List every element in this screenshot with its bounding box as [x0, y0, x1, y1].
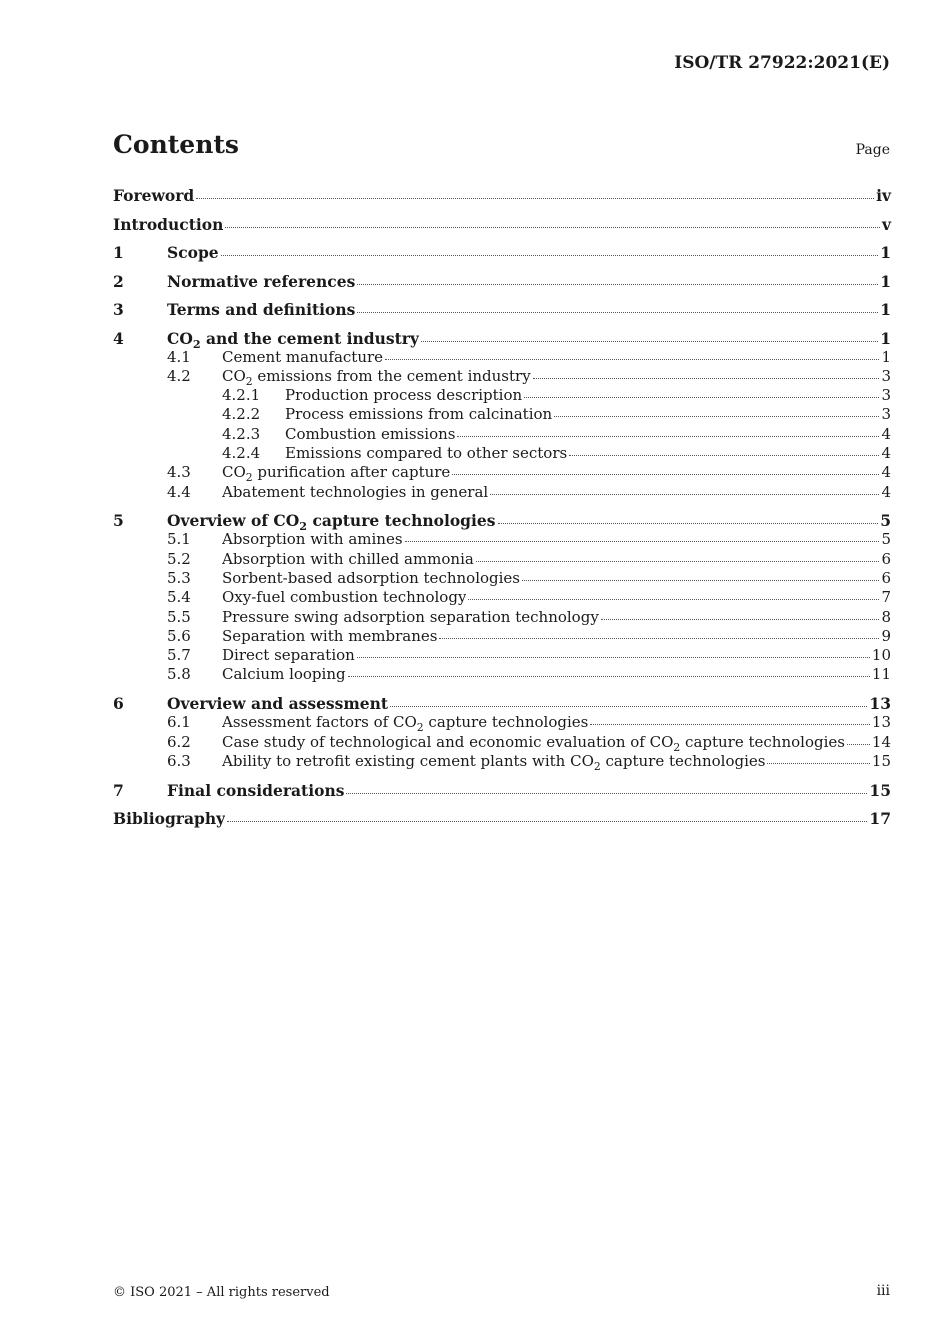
toc-entry-page: 1 — [880, 328, 891, 348]
dot-leader — [439, 637, 879, 639]
toc-entry-number: 4 — [113, 328, 124, 348]
toc-entry-page: 10 — [871, 646, 891, 665]
toc-entry-page: 14 — [871, 732, 891, 751]
toc-entry-title-text: Calcium looping — [222, 665, 346, 684]
toc-entry-number: 4.2.3 — [222, 424, 261, 443]
dot-leader — [227, 820, 867, 822]
toc-entry[interactable] — [113, 386, 891, 405]
toc-entry-title — [113, 809, 225, 828]
toc-entry[interactable] — [113, 781, 891, 800]
toc-entry[interactable] — [113, 425, 891, 444]
toc-entry-number: 5.3 — [167, 568, 191, 587]
dot-leader — [405, 540, 880, 542]
toc-entry[interactable] — [113, 444, 891, 463]
toc-entry-title-text-suffix: capture technologies — [423, 713, 589, 732]
toc-entry[interactable] — [113, 665, 891, 684]
toc-entry[interactable] — [113, 186, 891, 205]
toc-entry[interactable] — [113, 608, 891, 627]
toc-entry-subscript: 2 — [593, 759, 601, 772]
toc-entry-title-text: Pressure swing adsorption separation technology — [222, 607, 599, 626]
toc-entry-page: 6 — [881, 568, 891, 587]
toc-entry-number: 4.2 — [167, 366, 191, 385]
toc-entry-number: 5.8 — [167, 665, 191, 684]
toc-entry[interactable] — [113, 511, 891, 530]
toc-entry[interactable] — [113, 713, 891, 732]
toc-entry-title — [222, 569, 520, 588]
toc-entry-title-text-suffix: emissions from the cement industry — [252, 366, 531, 385]
dot-leader — [524, 396, 879, 398]
toc-entry-title-text-suffix: capture technologies — [680, 732, 845, 751]
toc-entry-subscript: 2 — [192, 337, 201, 348]
toc-entry-page: 3 — [881, 366, 891, 385]
toc-entry-title-text: Sorbent-based adsorption technologies — [222, 568, 520, 587]
toc-entry-title — [222, 752, 765, 771]
toc-entry-page: 3 — [881, 405, 891, 424]
toc-entry-title-text: Ability to retrofit existing cement plants with CO — [222, 751, 594, 770]
toc-entry-number: 6.3 — [167, 751, 191, 770]
dot-leader — [225, 226, 880, 228]
toc-entry-title-text: Case study of technological and economic evaluation of CO — [222, 732, 674, 751]
dot-leader — [468, 598, 879, 600]
dot-leader — [601, 618, 880, 620]
toc-entry-title — [222, 550, 474, 569]
dot-leader — [457, 435, 879, 437]
toc-entry-page: 7 — [881, 588, 891, 607]
dot-leader — [196, 197, 874, 199]
toc-entry-page: 1 — [880, 243, 891, 262]
dot-leader — [847, 743, 870, 745]
toc-entry[interactable] — [113, 483, 891, 502]
toc-entry-page: 5 — [881, 530, 891, 549]
toc-entry-title — [113, 215, 223, 234]
toc-entry-number: 6 — [113, 694, 124, 714]
toc-entry[interactable] — [113, 733, 891, 752]
toc-entry[interactable] — [113, 243, 891, 262]
toc-entry-number: 5.6 — [167, 626, 191, 645]
toc-entry-page: 6 — [881, 549, 891, 568]
toc-entry-title — [222, 646, 355, 665]
toc-entry-title-text: Final considerations — [167, 780, 345, 800]
toc-entry-title-text: Assessment factors of CO — [222, 713, 417, 732]
toc-entry[interactable] — [113, 550, 891, 569]
toc-entry-page: 1 — [880, 300, 891, 319]
dot-leader — [767, 762, 869, 764]
dot-leader — [346, 792, 867, 794]
toc-entry[interactable] — [113, 405, 891, 424]
toc-entry-page: 4 — [881, 443, 891, 462]
toc-entry-title-text: Foreword — [113, 186, 195, 205]
toc-entry-subscript: 2 — [245, 374, 253, 387]
toc-entry-title — [167, 511, 496, 530]
toc-entry-title — [167, 329, 419, 348]
toc-entry[interactable] — [113, 627, 891, 646]
toc-entry-title-text-suffix: capture technologies — [600, 751, 766, 770]
toc-entry-title — [167, 694, 388, 713]
dot-leader — [390, 705, 867, 707]
dot-leader — [522, 579, 879, 581]
toc-entry-title — [167, 300, 355, 319]
toc-entry-page: 4 — [881, 482, 891, 501]
toc-entry-number: 1 — [113, 243, 124, 262]
toc-entry-number: 6.2 — [167, 732, 191, 751]
dot-leader — [569, 454, 879, 456]
toc-entry-title — [285, 386, 522, 405]
toc-entry-title-text: CO — [167, 328, 193, 348]
toc-entry[interactable] — [113, 272, 891, 291]
toc-entry-title — [222, 627, 437, 646]
toc-entry-title — [285, 444, 567, 463]
toc-entry-title-text: Absorption with amines — [222, 530, 403, 549]
toc-entry-page: 9 — [881, 626, 891, 645]
toc-entry-subscript: 2 — [416, 721, 424, 733]
toc-entry-subscript: 2 — [299, 520, 308, 531]
toc-entry-title — [222, 483, 488, 502]
toc-entry-page: 11 — [871, 665, 891, 684]
toc-entry-number: 5.5 — [167, 607, 191, 626]
toc-entry-title — [222, 665, 346, 684]
toc-entry-title — [222, 713, 588, 732]
toc-entry-title-text: Combustion emissions — [285, 424, 456, 443]
toc-entry-number: 5.7 — [167, 646, 191, 665]
toc-entry-title — [222, 530, 403, 549]
dot-leader — [590, 723, 870, 725]
toc-entry-title-text: Bibliography — [113, 809, 226, 829]
toc-entry-title-text: Overview of CO — [167, 511, 300, 531]
toc-entry-title-text: Process emissions from calcination — [285, 405, 553, 424]
toc-entry-title-text: Introduction — [113, 214, 224, 234]
toc-entry-title-text: Emissions compared to other sectors — [285, 443, 568, 462]
toc-entry-title — [222, 588, 466, 607]
toc-entry-title-text-suffix: capture technologies — [307, 511, 496, 531]
toc-entry-title — [167, 272, 355, 291]
toc-entry[interactable] — [113, 646, 891, 665]
page-number: iii — [876, 1283, 890, 1299]
toc-entry-title — [222, 608, 599, 627]
toc-entry-title — [113, 186, 194, 205]
toc-entry[interactable] — [113, 348, 891, 367]
toc-entry-subscript: 2 — [673, 740, 681, 752]
toc-entry-title-text: Production process description — [285, 386, 523, 405]
dot-leader — [357, 656, 870, 658]
toc-entry-page: 3 — [881, 386, 891, 405]
toc-entry-number: 2 — [113, 271, 124, 291]
dot-leader — [533, 377, 880, 379]
toc-entry-page: 13 — [871, 713, 891, 732]
toc-entry[interactable] — [113, 569, 891, 588]
toc-entry-title-text: Terms and definitions — [167, 300, 356, 319]
toc-entry-title — [285, 405, 552, 424]
toc-entry-number: 5 — [113, 511, 124, 531]
toc-entry-number: 7 — [113, 780, 124, 800]
toc-entry-page: 15 — [869, 780, 891, 800]
table-of-contents — [113, 186, 891, 828]
copyright-notice: © ISO 2021 – All rights reserved — [113, 1285, 330, 1300]
toc-entry-page: 1 — [880, 271, 891, 291]
toc-entry-page: 15 — [871, 751, 891, 770]
toc-entry-title-text: Separation with membranes — [222, 626, 438, 645]
toc-entry[interactable] — [113, 329, 891, 348]
page-column-label: Page — [855, 142, 890, 158]
dot-leader — [452, 473, 879, 475]
toc-entry-title-text: Overview and assessment — [167, 694, 389, 714]
dot-leader — [498, 522, 879, 524]
toc-entry-page: 13 — [869, 694, 891, 714]
toc-entry-title-text: Absorption with chilled ammonia — [222, 549, 474, 568]
toc-entry-title-text: CO — [222, 366, 246, 385]
dot-leader — [348, 675, 870, 677]
dot-leader — [357, 283, 878, 285]
toc-entry[interactable] — [113, 215, 891, 234]
toc-entry-title-text-suffix: purification after capture — [252, 463, 451, 482]
toc-entry[interactable] — [113, 809, 891, 828]
page-title: Contents — [113, 130, 240, 159]
toc-entry-title-text: Oxy-fuel combustion technology — [222, 588, 467, 607]
toc-entry-page: 17 — [869, 809, 891, 829]
toc-entry-title-text: Cement manufacture — [222, 347, 384, 366]
dot-leader — [421, 340, 878, 342]
toc-entry-title-text: Direct separation — [222, 646, 355, 665]
toc-entry-page: 4 — [881, 424, 891, 443]
toc-entry-number: 5.4 — [167, 588, 191, 607]
toc-entry-number: 5.1 — [167, 530, 191, 549]
toc-entry-title-text-suffix: and the cement industry — [200, 328, 419, 348]
toc-entry-page: 1 — [881, 347, 891, 366]
toc-entry[interactable] — [113, 367, 891, 386]
toc-entry-title — [285, 425, 455, 444]
toc-entry-title-text: Normative references — [167, 271, 356, 291]
toc-entry[interactable] — [113, 752, 891, 771]
toc-entry-subscript: 2 — [245, 471, 253, 483]
toc-entry-title-text: CO — [222, 463, 246, 482]
toc-entry[interactable] — [113, 300, 891, 319]
toc-entry-number: 4.4 — [167, 482, 191, 501]
toc-entry-title — [222, 348, 383, 367]
toc-entry-number: 4.1 — [167, 347, 191, 366]
toc-entry-page: 8 — [881, 607, 891, 626]
toc-entry-title — [222, 733, 845, 752]
toc-entry-title — [167, 243, 219, 262]
dot-leader — [554, 415, 879, 417]
document-id: ISO/TR 27922:2021(E) — [674, 53, 890, 73]
toc-entry-number: 6.1 — [167, 713, 191, 732]
toc-entry-number: 4.3 — [167, 463, 191, 482]
dot-leader — [385, 358, 879, 360]
toc-entry[interactable] — [113, 588, 891, 607]
toc-entry-number: 3 — [113, 300, 124, 319]
toc-entry-number: 5.2 — [167, 549, 191, 568]
toc-entry-number: 4.2.4 — [222, 443, 261, 462]
dot-leader — [476, 560, 880, 562]
toc-entry-page: v — [881, 214, 891, 234]
toc-entry-title — [222, 463, 450, 482]
toc-entry-title-text: Abatement technologies in general — [222, 482, 489, 501]
dot-leader — [221, 254, 879, 256]
toc-entry[interactable] — [113, 530, 891, 549]
toc-entry-page: 5 — [880, 511, 891, 531]
toc-entry-title — [222, 367, 531, 386]
toc-entry-number: 4.2.1 — [222, 386, 261, 405]
toc-entry[interactable] — [113, 463, 891, 482]
dot-leader — [357, 311, 878, 313]
toc-entry-number: 4.2.2 — [222, 405, 261, 424]
toc-entry-title-text: Scope — [167, 243, 219, 262]
dot-leader — [490, 493, 879, 495]
toc-entry[interactable] — [113, 694, 891, 713]
toc-entry-page: iv — [876, 186, 891, 205]
toc-entry-title — [167, 781, 344, 800]
toc-entry-page: 4 — [881, 463, 891, 482]
